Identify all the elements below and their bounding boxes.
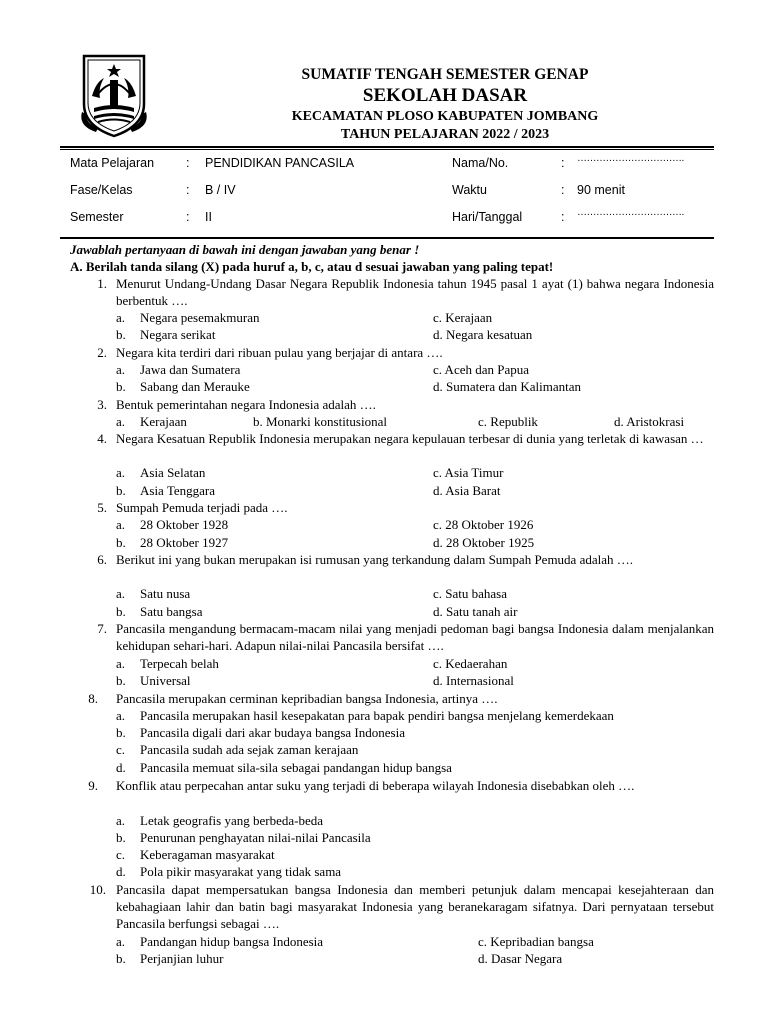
- class-label: Fase/Kelas: [70, 183, 133, 197]
- question-number: 4.: [97, 431, 107, 446]
- option-c[interactable]: c. Satu bahasa: [433, 586, 508, 601]
- time-label: Waktu: [452, 183, 487, 197]
- option-letter: d.: [116, 760, 126, 775]
- section-a-heading: A. Berilah tanda silang (X) pada huruf a, b, c, atau d sesuai jawaban yang paling tepat!: [70, 259, 554, 274]
- date-blank[interactable]: …………………………….: [577, 207, 684, 218]
- option-c[interactable]: Keberagaman masyarakat: [140, 847, 275, 862]
- option-b[interactable]: Satu bangsa: [140, 604, 203, 619]
- question-stem: Bentuk pemerintahan negara Indonesia adalah ….: [116, 397, 376, 412]
- option-a[interactable]: Jawa dan Sumatera: [140, 362, 241, 377]
- district-title: KECAMATAN PLOSO KABUPATEN JOMBANG: [291, 109, 599, 124]
- colon: :: [561, 156, 565, 170]
- option-c[interactable]: c. Kedaerahan: [433, 656, 508, 671]
- question-number: 1.: [97, 276, 107, 291]
- option-b[interactable]: Sabang dan Merauke: [140, 379, 250, 394]
- school-level-title: SEKOLAH DASAR: [362, 85, 528, 106]
- option-letter: a.: [116, 414, 126, 429]
- date-label: Hari/Tanggal: [452, 210, 523, 224]
- option-b[interactable]: Asia Tenggara: [140, 483, 216, 498]
- colon: :: [561, 210, 565, 224]
- question-stem: Pancasila merupakan cerminan kepribadian bangsa Indonesia, artinya ….: [116, 691, 498, 706]
- time-value: 90 menit: [577, 183, 625, 197]
- option-letter: a.: [116, 813, 126, 828]
- option-letter: b.: [116, 951, 126, 966]
- option-a[interactable]: Letak geografis yang berbeda-beda: [140, 813, 323, 828]
- instructions: Jawablah pertanyaan di bawah ini dengan jawaban yang benar !: [70, 242, 420, 257]
- option-letter: b.: [116, 379, 126, 394]
- option-letter: b.: [116, 327, 126, 342]
- option-d[interactable]: d. 28 Oktober 1925: [433, 535, 535, 550]
- question-stem: Sumpah Pemuda terjadi pada ….: [116, 500, 288, 515]
- colon: :: [186, 156, 190, 170]
- option-d[interactable]: d. Asia Barat: [433, 483, 501, 498]
- question-number: 3.: [97, 397, 107, 412]
- option-a[interactable]: Satu nusa: [140, 586, 191, 601]
- info-rule: [60, 237, 714, 239]
- option-b[interactable]: Universal: [140, 673, 191, 688]
- header-rule-thin: [60, 149, 714, 150]
- question-number: 2.: [97, 345, 107, 360]
- option-a[interactable]: Asia Selatan: [140, 465, 206, 480]
- option-letter: a.: [116, 465, 126, 480]
- option-letter: c.: [116, 847, 126, 862]
- option-a[interactable]: Terpecah belah: [140, 656, 219, 671]
- option-b[interactable]: Perjanjian luhur: [140, 951, 224, 966]
- header-rule: [60, 146, 714, 148]
- class-value: B / IV: [205, 183, 236, 197]
- semester-value: II: [205, 210, 212, 224]
- option-letter: b.: [116, 604, 126, 619]
- question-number: 10.: [89, 882, 106, 897]
- question-stem: Pancasila dapat mempersatukan bangsa Indonesia dan memberi petunjuk dalam mencapai kesejahteraan dan kebahagiaan lahir dan batin bagi masyarakat Indonesia yang beranekaragam sifatnya. Dari pernyataan tersebut Pancasila berfungsi sebagai ….: [116, 882, 714, 931]
- option-letter: a.: [116, 586, 126, 601]
- question-number: 9.: [88, 778, 98, 793]
- question-stem: Menurut Undang-Undang Dasar Negara Republik Indonesia tahun 1945 pasal 1 ayat (1) bahwa negara Indonesia berbentuk ….: [116, 276, 714, 308]
- option-c[interactable]: c. Aceh dan Papua: [433, 362, 530, 377]
- option-a[interactable]: Kerajaan: [140, 414, 187, 429]
- question-stem: Negara Kesatuan Republik Indonesia merupakan negara kepulauan terbesar di dunia yang terletak di kawasan …: [116, 431, 704, 446]
- option-letter: b.: [116, 483, 126, 498]
- option-letter: a.: [116, 517, 126, 532]
- name-label: Nama/No.: [452, 156, 509, 170]
- option-c[interactable]: Pancasila sudah ada sejak zaman kerajaan: [140, 742, 359, 757]
- question-stem: Negara kita terdiri dari ribuan pulau yang berjajar di antara ….: [116, 345, 443, 360]
- colon: :: [186, 183, 190, 197]
- option-letter: a.: [116, 708, 126, 723]
- option-a[interactable]: Pancasila merupakan hasil kesepakatan para bapak pendiri bangsa menjelang kemerdekaan: [140, 708, 614, 723]
- option-b[interactable]: b. Monarki konstitusional: [253, 414, 387, 429]
- option-letter: b.: [116, 673, 126, 688]
- colon: :: [186, 210, 190, 224]
- option-d[interactable]: d. Aristokrasi: [614, 414, 685, 429]
- question-stem: Konflik atau perpecahan antar suku yang terjadi di beberapa wilayah Indonesia disebabkan oleh ….: [116, 778, 635, 793]
- question-stem: Berikut ini yang bukan merupakan isi rumusan yang terkandung dalam Sumpah Pemuda adalah ….: [116, 552, 633, 567]
- option-letter: c.: [116, 742, 126, 757]
- option-b[interactable]: Penurunan penghayatan nilai-nilai Pancasila: [140, 830, 371, 845]
- exam-title: SUMATIF TENGAH SEMESTER GENAP: [301, 66, 589, 83]
- option-c[interactable]: c. Asia Timur: [433, 465, 504, 480]
- question-number: 5.: [97, 500, 107, 515]
- academic-year-title: TAHUN PELAJARAN 2022 / 2023: [340, 127, 550, 142]
- option-d[interactable]: Pola pikir masyarakat yang tidak sama: [140, 864, 342, 879]
- name-blank[interactable]: …………………………….: [577, 153, 684, 164]
- option-d[interactable]: d. Negara kesatuan: [433, 327, 533, 342]
- option-c[interactable]: c. Republik: [478, 414, 538, 429]
- option-b[interactable]: Pancasila digali dari akar budaya bangsa Indonesia: [140, 725, 405, 740]
- option-letter: a.: [116, 656, 126, 671]
- option-c[interactable]: c. Kepribadian bangsa: [478, 934, 594, 949]
- option-c[interactable]: c. 28 Oktober 1926: [433, 517, 534, 532]
- subject-label: Mata Pelajaran: [70, 156, 155, 170]
- question-number: 8.: [88, 691, 98, 706]
- option-d[interactable]: Pancasila memuat sila-sila sebagai pandangan hidup bangsa: [140, 760, 452, 775]
- option-letter: d.: [116, 864, 126, 879]
- option-a[interactable]: 28 Oktober 1928: [140, 517, 229, 532]
- option-a[interactable]: Pandangan hidup bangsa Indonesia: [140, 934, 324, 949]
- semester-label: Semester: [70, 210, 124, 224]
- option-letter: a.: [116, 934, 126, 949]
- option-d[interactable]: d. Satu tanah air: [433, 604, 518, 619]
- option-letter: b.: [116, 725, 126, 740]
- question-number: 6.: [97, 552, 107, 567]
- jombang-regency-emblem-icon: [76, 52, 152, 138]
- option-b[interactable]: 28 Oktober 1927: [140, 535, 229, 550]
- option-letter: b.: [116, 830, 126, 845]
- option-d[interactable]: d. Internasional: [433, 673, 514, 688]
- option-a[interactable]: Negara pesemakmuran: [140, 310, 260, 325]
- option-letter: a.: [116, 310, 126, 325]
- subject-value: PENDIDIKAN PANCASILA: [205, 156, 355, 170]
- colon: :: [561, 183, 565, 197]
- question-number: 7.: [97, 621, 107, 636]
- option-letter: b.: [116, 535, 126, 550]
- option-letter: a.: [116, 362, 126, 377]
- question-stem: Pancasila mengandung bermacam-macam nilai yang menjadi pedoman bagi bangsa Indonesia dalam menjalankan kehidupan sehari-hari. Adapun nilai-nilai Pancasila bersifat ….: [116, 621, 714, 653]
- option-d[interactable]: d. Dasar Negara: [478, 951, 563, 966]
- option-d[interactable]: d. Sumatera dan Kalimantan: [433, 379, 582, 394]
- option-b[interactable]: Negara serikat: [140, 327, 216, 342]
- option-c[interactable]: c. Kerajaan: [433, 310, 493, 325]
